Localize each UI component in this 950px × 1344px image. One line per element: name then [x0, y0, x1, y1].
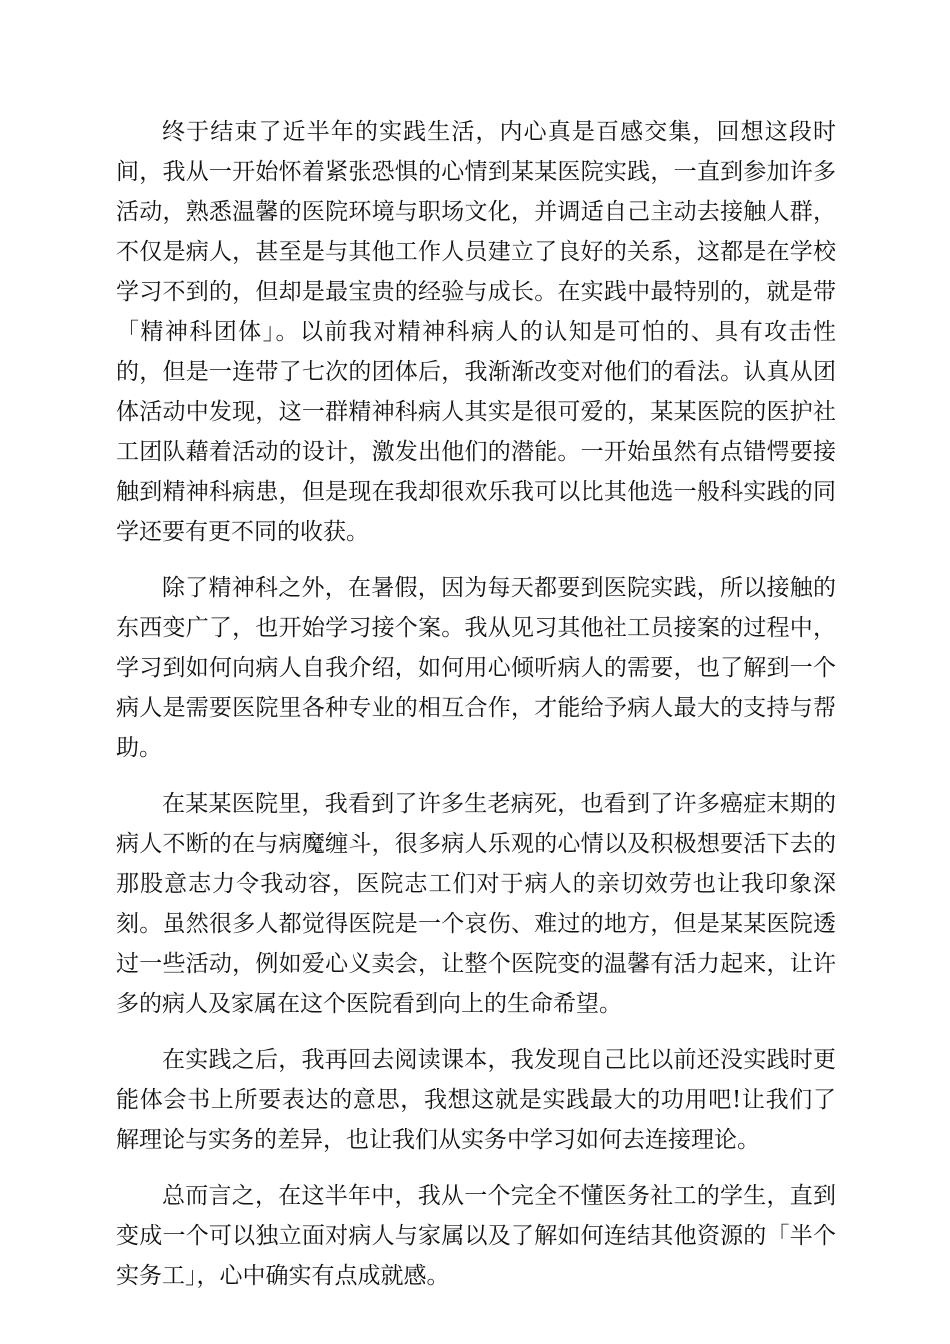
- paragraph-4: 在实践之后，我再回去阅读课本，我发现自己比以前还没实践时更能体会书上所要表达的意思，我想这就是实践最大的功用吧!让我们了解理论与实务的差异，也让我们从实务中学习如何去连接理论。: [116, 1047, 836, 1153]
- paragraph-3: 在某某医院里，我看到了许多生老病死，也看到了许多癌症末期的病人不断的在与病魔缠斗，很多病人乐观的心情以及积极想要活下去的那股意志力令我动容，医院志工们对于病人的亲切效劳也让我印象深刻。虽然很多人都觉得医院是一个哀伤、难过的地方，但是某某医院透过一些活动，例如爱心义卖会，让整个医院变的温馨有活力起来，让许多的病人及家属在这个医院看到向上的生命希望。: [116, 791, 836, 1017]
- paragraph-5: 总而言之，在这半年中，我从一个完全不懂医务社工的学生，直到变成一个可以独立面对病人与家属以及了解如何连结其他资源的「半个实务工」，心中确实有点成就感。: [116, 1183, 836, 1289]
- document-body: [116, 112, 836, 1312]
- paragraph-1: 终于结束了近半年的实践生活，内心真是百感交集，回想这段时间，我从一开始怀着紧张恐惧的心情到某某医院实践，一直到参加许多活动，熟悉温馨的医院环境与职场文化，并调适自己主动去接触人群，不仅是病人，甚至是与其他工作人员建立了良好的关系，这都是在学校学习不到的，但却是最宝贵的经验与成长。在实践中最特别的，就是带「精神科团体」。以前我对精神科病人的认知是可怕的、具有攻击性的，但是一连带了七次的团体后，我渐渐改变对他们的看法。认真从团体活动中发现，这一群精神科病人其实是很可爱的，某某医院的医护社工团队藉着活动的设计，激发出他们的潜能。一开始虽然有点错愕要接触到精神科病患，但是现在我却很欢乐我可以比其他选一般科实践的同学还要有更不同的收获。: [116, 119, 836, 545]
- paragraph-2: 除了精神科之外，在暑假，因为每天都要到医院实践，所以接触的东西变广了，也开始学习接个案。我从见习其他社工员接案的过程中，学习到如何向病人自我介绍，如何用心倾听病人的需要，也了解到一个病人是需要医院里各种专业的相互合作，才能给予病人最大的支持与帮助。: [116, 575, 836, 761]
